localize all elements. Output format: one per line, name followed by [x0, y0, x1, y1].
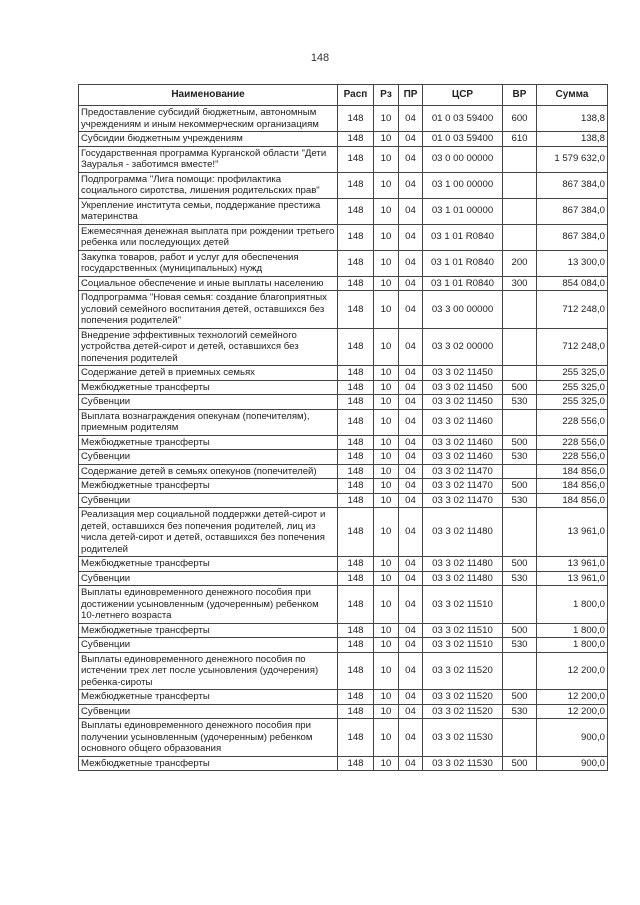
cell-pr: 04 [399, 586, 423, 624]
cell-csr: 03 3 02 11520 [423, 704, 503, 719]
table-row [79, 571, 608, 586]
cell-csr: 03 3 02 11510 [423, 586, 503, 624]
cell-pr: 04 [399, 172, 423, 198]
cell-sum: 228 556,0 [537, 409, 608, 435]
cell-name: Межбюджетные трансферты [79, 623, 338, 638]
cell-pr: 04 [399, 409, 423, 435]
cell-rasp: 148 [338, 106, 374, 132]
cell-rasp: 148 [338, 719, 374, 757]
header-rasp: Расп [338, 85, 374, 106]
table-row [79, 450, 608, 465]
cell-rz: 10 [374, 146, 399, 172]
cell-rz: 10 [374, 756, 399, 771]
cell-name: Содержание детей в приемных семьях [79, 366, 338, 381]
cell-csr: 03 3 02 11460 [423, 409, 503, 435]
table-row [79, 106, 608, 132]
cell-pr: 04 [399, 652, 423, 690]
cell-name: Межбюджетные трансферты [79, 557, 338, 572]
cell-vr [503, 366, 537, 381]
cell-csr: 03 3 02 11460 [423, 435, 503, 450]
cell-rasp: 148 [338, 435, 374, 450]
cell-rasp: 148 [338, 132, 374, 147]
cell-rz: 10 [374, 106, 399, 132]
cell-pr: 04 [399, 395, 423, 410]
cell-vr [503, 291, 537, 329]
table-row [79, 172, 608, 198]
cell-sum: 867 384,0 [537, 198, 608, 224]
cell-pr: 04 [399, 704, 423, 719]
cell-vr: 500 [503, 623, 537, 638]
cell-rasp: 148 [338, 224, 374, 250]
cell-sum: 1 579 632,0 [537, 146, 608, 172]
cell-rz: 10 [374, 291, 399, 329]
cell-name: Реализация мер социальной поддержки детей-сирот и детей, оставшихся без попечения родителей, лиц из числа детей-сирот и детей, оставшихся без попечения родителей [79, 508, 338, 557]
cell-vr [503, 146, 537, 172]
cell-name: Субвенции [79, 571, 338, 586]
table-row [79, 652, 608, 690]
table-row [79, 328, 608, 366]
cell-csr: 01 0 03 59400 [423, 106, 503, 132]
cell-vr: 500 [503, 380, 537, 395]
cell-pr: 04 [399, 132, 423, 147]
cell-pr: 04 [399, 690, 423, 705]
cell-name: Субвенции [79, 638, 338, 653]
cell-vr: 500 [503, 557, 537, 572]
cell-rz: 10 [374, 366, 399, 381]
cell-vr: 500 [503, 435, 537, 450]
cell-rz: 10 [374, 652, 399, 690]
cell-rz: 10 [374, 464, 399, 479]
cell-pr: 04 [399, 571, 423, 586]
cell-rasp: 148 [338, 328, 374, 366]
cell-vr: 600 [503, 106, 537, 132]
header-pr: ПР [399, 85, 423, 106]
cell-rasp: 148 [338, 690, 374, 705]
cell-name: Закупка товаров, работ и услуг для обеспечения государственных (муниципальных) нужд [79, 250, 338, 276]
cell-rz: 10 [374, 172, 399, 198]
cell-vr: 530 [503, 395, 537, 410]
cell-pr: 04 [399, 464, 423, 479]
cell-pr: 04 [399, 146, 423, 172]
cell-csr: 03 1 00 00000 [423, 172, 503, 198]
cell-rasp: 148 [338, 250, 374, 276]
cell-name: Ежемесячная денежная выплата при рождении третьего ребенка или последующих детей [79, 224, 338, 250]
cell-sum: 900,0 [537, 756, 608, 771]
cell-name: Выплата вознаграждения опекунам (попечителям), приемным родителям [79, 409, 338, 435]
cell-pr: 04 [399, 479, 423, 494]
table-row [79, 276, 608, 291]
cell-rz: 10 [374, 690, 399, 705]
cell-sum: 255 325,0 [537, 395, 608, 410]
cell-pr: 04 [399, 198, 423, 224]
cell-csr: 03 3 02 11450 [423, 380, 503, 395]
cell-vr [503, 198, 537, 224]
cell-rasp: 148 [338, 557, 374, 572]
table-row [79, 557, 608, 572]
cell-name: Субвенции [79, 493, 338, 508]
cell-sum: 1 800,0 [537, 586, 608, 624]
cell-rasp: 148 [338, 198, 374, 224]
cell-vr [503, 464, 537, 479]
cell-rz: 10 [374, 493, 399, 508]
cell-sum: 138,8 [537, 106, 608, 132]
cell-name: Выплаты единовременного денежного пособия по истечении трех лет после усыновления (удочерения) ребенка-сироты [79, 652, 338, 690]
cell-rz: 10 [374, 395, 399, 410]
table-row [79, 435, 608, 450]
cell-vr [503, 172, 537, 198]
table-row [79, 756, 608, 771]
cell-rz: 10 [374, 250, 399, 276]
cell-rasp: 148 [338, 493, 374, 508]
cell-rz: 10 [374, 586, 399, 624]
header-rz: Рз [374, 85, 399, 106]
cell-rasp: 148 [338, 586, 374, 624]
cell-pr: 04 [399, 557, 423, 572]
cell-csr: 03 3 02 11530 [423, 756, 503, 771]
budget-table [78, 84, 608, 771]
cell-rz: 10 [374, 571, 399, 586]
cell-rz: 10 [374, 380, 399, 395]
cell-sum: 867 384,0 [537, 224, 608, 250]
cell-rasp: 148 [338, 638, 374, 653]
cell-pr: 04 [399, 250, 423, 276]
cell-sum: 13 961,0 [537, 557, 608, 572]
cell-csr: 03 1 01 R0840 [423, 250, 503, 276]
table-row [79, 146, 608, 172]
cell-pr: 04 [399, 224, 423, 250]
cell-sum: 1 800,0 [537, 623, 608, 638]
cell-vr [503, 508, 537, 557]
cell-csr: 03 3 02 00000 [423, 328, 503, 366]
cell-name: Субвенции [79, 704, 338, 719]
cell-csr: 03 3 02 11520 [423, 690, 503, 705]
cell-csr: 03 3 02 11450 [423, 366, 503, 381]
table-row [79, 638, 608, 653]
cell-rz: 10 [374, 638, 399, 653]
table-row [79, 380, 608, 395]
cell-rz: 10 [374, 623, 399, 638]
cell-rasp: 148 [338, 276, 374, 291]
cell-rasp: 148 [338, 409, 374, 435]
cell-sum: 1 800,0 [537, 638, 608, 653]
cell-rz: 10 [374, 719, 399, 757]
table-row [79, 409, 608, 435]
cell-vr [503, 719, 537, 757]
table-row [79, 250, 608, 276]
cell-csr: 03 3 02 11450 [423, 395, 503, 410]
cell-csr: 03 1 01 R0840 [423, 224, 503, 250]
cell-vr: 500 [503, 756, 537, 771]
cell-rz: 10 [374, 450, 399, 465]
cell-rasp: 148 [338, 623, 374, 638]
cell-csr: 03 1 01 00000 [423, 198, 503, 224]
cell-pr: 04 [399, 366, 423, 381]
cell-rasp: 148 [338, 380, 374, 395]
cell-pr: 04 [399, 328, 423, 366]
page-number: 148 [310, 52, 330, 64]
cell-rz: 10 [374, 508, 399, 557]
cell-vr: 530 [503, 704, 537, 719]
cell-csr: 03 3 02 11520 [423, 652, 503, 690]
cell-name: Выплаты единовременного денежного пособия при достижении усыновленным (удочеренным) ребенком 10-летнего возраста [79, 586, 338, 624]
cell-rasp: 148 [338, 704, 374, 719]
header-sum: Сумма [537, 85, 608, 106]
cell-rasp: 148 [338, 756, 374, 771]
cell-rz: 10 [374, 276, 399, 291]
table-row [79, 508, 608, 557]
cell-vr: 530 [503, 493, 537, 508]
cell-vr [503, 328, 537, 366]
cell-csr: 01 0 03 59400 [423, 132, 503, 147]
cell-rz: 10 [374, 132, 399, 147]
cell-csr: 03 3 02 11510 [423, 623, 503, 638]
cell-rz: 10 [374, 557, 399, 572]
cell-name: Предоставление субсидий бюджетным, автономным учреждениям и иным некоммерческим организациям [79, 106, 338, 132]
cell-pr: 04 [399, 756, 423, 771]
cell-name: Подпрограмма "Лига помощи: профилактика социального сиротства, лишения родительских прав" [79, 172, 338, 198]
cell-vr [503, 409, 537, 435]
cell-pr: 04 [399, 435, 423, 450]
cell-rasp: 148 [338, 366, 374, 381]
cell-sum: 184 856,0 [537, 464, 608, 479]
cell-name: Субвенции [79, 450, 338, 465]
cell-name: Субвенции [79, 395, 338, 410]
cell-sum: 12 200,0 [537, 652, 608, 690]
cell-pr: 04 [399, 450, 423, 465]
cell-csr: 03 3 02 11470 [423, 493, 503, 508]
cell-vr [503, 586, 537, 624]
table-row [79, 224, 608, 250]
table-row [79, 132, 608, 147]
cell-sum: 255 325,0 [537, 366, 608, 381]
cell-rz: 10 [374, 435, 399, 450]
cell-csr: 03 3 02 11480 [423, 557, 503, 572]
cell-rasp: 148 [338, 291, 374, 329]
cell-rasp: 148 [338, 571, 374, 586]
cell-name: Подпрограмма "Новая семья: создание благоприятных условий семейного воспитания детей, оставшихся без попечения родителей" [79, 291, 338, 329]
cell-sum: 13 961,0 [537, 571, 608, 586]
cell-pr: 04 [399, 380, 423, 395]
cell-vr: 610 [503, 132, 537, 147]
cell-rasp: 148 [338, 450, 374, 465]
table-row [79, 479, 608, 494]
cell-rz: 10 [374, 198, 399, 224]
header-csr: ЦСР [423, 85, 503, 106]
cell-rz: 10 [374, 479, 399, 494]
cell-csr: 03 3 02 11480 [423, 508, 503, 557]
cell-sum: 712 248,0 [537, 328, 608, 366]
cell-sum: 12 200,0 [537, 690, 608, 705]
cell-pr: 04 [399, 719, 423, 757]
cell-pr: 04 [399, 508, 423, 557]
cell-vr: 530 [503, 450, 537, 465]
cell-csr: 03 3 02 11470 [423, 464, 503, 479]
cell-rasp: 148 [338, 652, 374, 690]
cell-pr: 04 [399, 291, 423, 329]
cell-sum: 138,8 [537, 132, 608, 147]
cell-vr [503, 652, 537, 690]
cell-rz: 10 [374, 224, 399, 250]
cell-sum: 184 856,0 [537, 479, 608, 494]
cell-sum: 13 961,0 [537, 508, 608, 557]
table-row [79, 198, 608, 224]
cell-csr: 03 0 00 00000 [423, 146, 503, 172]
cell-csr: 03 1 01 R0840 [423, 276, 503, 291]
cell-sum: 184 856,0 [537, 493, 608, 508]
cell-name: Субсидии бюджетным учреждениям [79, 132, 338, 147]
cell-pr: 04 [399, 276, 423, 291]
cell-sum: 255 325,0 [537, 380, 608, 395]
cell-rasp: 148 [338, 146, 374, 172]
cell-csr: 03 3 02 11510 [423, 638, 503, 653]
cell-vr: 530 [503, 638, 537, 653]
cell-vr: 300 [503, 276, 537, 291]
cell-vr: 530 [503, 571, 537, 586]
cell-rz: 10 [374, 328, 399, 366]
cell-pr: 04 [399, 623, 423, 638]
cell-csr: 03 3 02 11530 [423, 719, 503, 757]
header-name: Наименование [79, 85, 338, 106]
cell-name: Выплаты единовременного денежного пособия при получении усыновленным (удочеренным) ребенком основного общего образования [79, 719, 338, 757]
cell-vr [503, 224, 537, 250]
table-row [79, 690, 608, 705]
cell-sum: 854 084,0 [537, 276, 608, 291]
table-row [79, 623, 608, 638]
cell-sum: 228 556,0 [537, 450, 608, 465]
cell-rz: 10 [374, 704, 399, 719]
cell-rasp: 148 [338, 395, 374, 410]
cell-name: Межбюджетные трансферты [79, 435, 338, 450]
table-row [79, 395, 608, 410]
cell-name: Укрепление института семьи, поддержание престижа материнства [79, 198, 338, 224]
cell-rz: 10 [374, 409, 399, 435]
cell-pr: 04 [399, 638, 423, 653]
cell-sum: 12 200,0 [537, 704, 608, 719]
cell-vr: 500 [503, 690, 537, 705]
table-row [79, 493, 608, 508]
cell-csr: 03 3 00 00000 [423, 291, 503, 329]
cell-csr: 03 3 02 11480 [423, 571, 503, 586]
cell-sum: 867 384,0 [537, 172, 608, 198]
cell-vr: 200 [503, 250, 537, 276]
cell-name: Межбюджетные трансферты [79, 756, 338, 771]
cell-rasp: 148 [338, 479, 374, 494]
table-row [79, 291, 608, 329]
table-row [79, 719, 608, 757]
cell-pr: 04 [399, 493, 423, 508]
header-vr: ВР [503, 85, 537, 106]
table-row [79, 586, 608, 624]
cell-rasp: 148 [338, 508, 374, 557]
cell-sum: 712 248,0 [537, 291, 608, 329]
table-row [79, 366, 608, 381]
cell-rasp: 148 [338, 464, 374, 479]
table-row [79, 464, 608, 479]
cell-name: Содержание детей в семьях опекунов (попечителей) [79, 464, 338, 479]
cell-rasp: 148 [338, 172, 374, 198]
cell-csr: 03 3 02 11460 [423, 450, 503, 465]
cell-name: Межбюджетные трансферты [79, 479, 338, 494]
table-row [79, 704, 608, 719]
cell-name: Социальное обеспечение и иные выплаты населению [79, 276, 338, 291]
table-header-row [79, 85, 608, 106]
cell-name: Государственная программа Курганской области "Дети Зауралья - заботимся вместе!" [79, 146, 338, 172]
cell-name: Внедрение эффективных технологий семейного устройства детей-сирот и детей, оставшихся без попечения родителей [79, 328, 338, 366]
cell-name: Межбюджетные трансферты [79, 690, 338, 705]
cell-sum: 900,0 [537, 719, 608, 757]
cell-name: Межбюджетные трансферты [79, 380, 338, 395]
cell-csr: 03 3 02 11470 [423, 479, 503, 494]
cell-sum: 228 556,0 [537, 435, 608, 450]
cell-pr: 04 [399, 106, 423, 132]
cell-sum: 13 300,0 [537, 250, 608, 276]
cell-vr: 500 [503, 479, 537, 494]
